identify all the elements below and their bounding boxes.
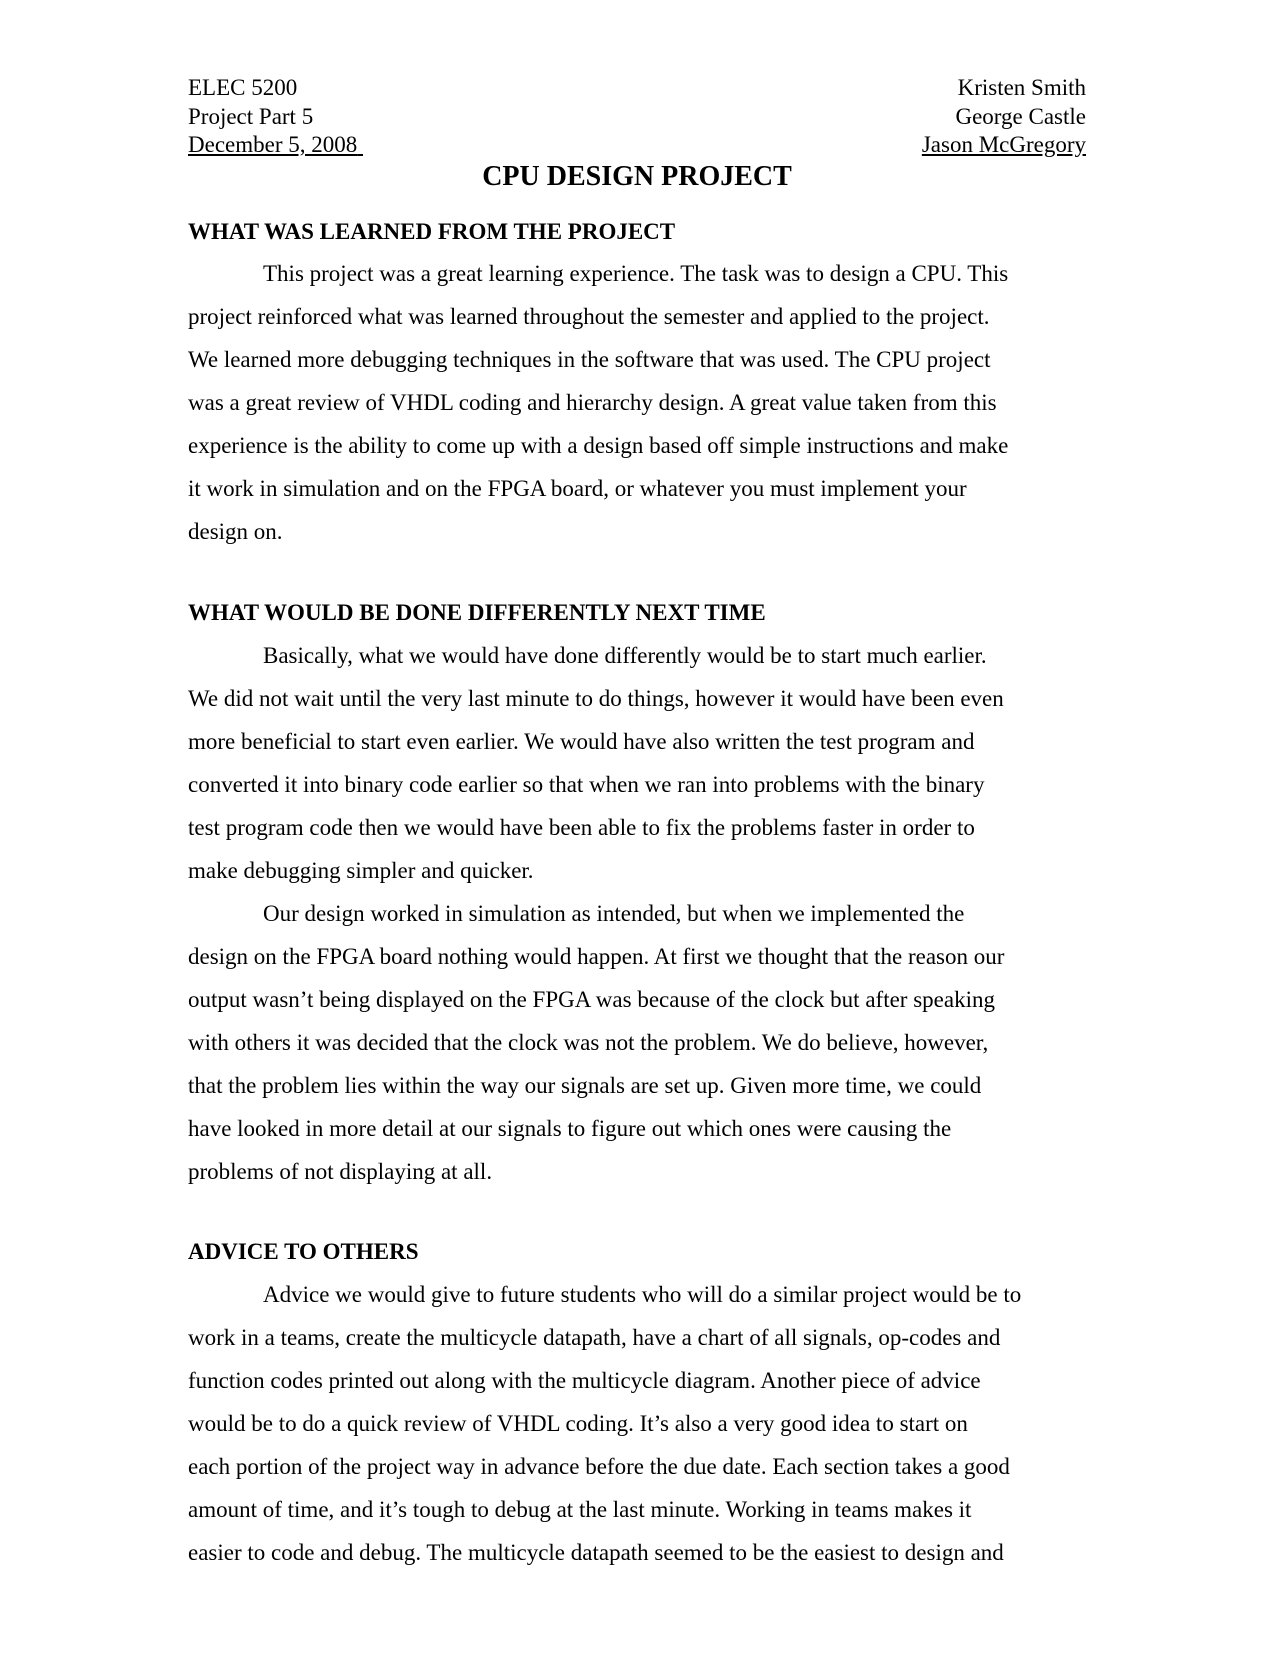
author-1: Kristen Smith [957, 75, 1086, 100]
paragraph-line: This project was a great learning experience. The task was to design a CPU. This [263, 261, 1009, 286]
paragraph-line: each portion of the project way in advance before the due date. Each section takes a good [188, 1454, 1010, 1479]
paragraph-line: experience is the ability to come up with a design based off simple instructions and make [188, 433, 1009, 458]
document-title: CPU DESIGN PROJECT [482, 161, 792, 192]
paragraph-line: We learned more debugging techniques in the software that was used. The CPU project [188, 347, 991, 372]
paragraph-line: amount of time, and it’s tough to debug at the last minute. Working in teams makes it [188, 1497, 972, 1522]
section-heading-differently: WHAT WOULD BE DONE DIFFERENTLY NEXT TIME [188, 600, 766, 625]
header-row-2 [188, 103, 1086, 132]
document-page [188, 0, 1086, 1656]
section-heading-advice: ADVICE TO OTHERS [188, 1239, 419, 1264]
paragraph-line: work in a teams, create the multicycle datapath, have a chart of all signals, op-codes and [188, 1325, 1001, 1350]
paragraph-line: Our design worked in simulation as intended, but when we implemented the [263, 901, 965, 926]
paragraph-line: have looked in more detail at our signals to figure out which ones were causing the [188, 1116, 952, 1141]
paragraph-line: problems of not displaying at all. [188, 1159, 493, 1184]
paragraph-line: would be to do a quick review of VHDL coding. It’s also a very good idea to start on [188, 1411, 968, 1436]
paragraph-advice [188, 1273, 1086, 1574]
paragraph-line: easier to code and debug. The multicycle datapath seemed to be the easiest to design and [188, 1540, 1004, 1565]
paragraph-line: function codes printed out along with the multicycle diagram. Another piece of advice [188, 1368, 981, 1393]
author-2: George Castle [955, 103, 1086, 129]
paragraph-line: was a great review of VHDL coding and hierarchy design. A great value taken from this [188, 390, 997, 415]
header-underline-spacer [357, 131, 922, 160]
paragraph-line: make debugging simpler and quicker. [188, 858, 534, 883]
document-date: December 5, 2008 [188, 132, 358, 157]
document-header [188, 74, 1086, 160]
paragraph-line: We did not wait until the very last minute to do things, however it would have been even [188, 686, 1004, 711]
paragraph-line: output wasn’t being displayed on the FPGA was because of the clock but after speaking [188, 987, 995, 1012]
paragraph-learned [188, 252, 1086, 553]
paragraph-line: it work in simulation and on the FPGA board, or whatever you must implement your [188, 476, 967, 501]
paragraph-line: project reinforced what was learned throughout the semester and applied to the project. [188, 304, 990, 329]
paragraph-differently-2 [188, 892, 1086, 1193]
paragraph-line: design on. [188, 519, 283, 544]
paragraph-line: test program code then we would have been able to fix the problems faster in order to [188, 815, 975, 840]
paragraph-line: converted it into binary code earlier so that when we ran into problems with the binary [188, 772, 985, 797]
header-row-3 [188, 131, 1086, 160]
paragraph-line: with others it was decided that the clock was not the problem. We do believe, however, [188, 1030, 989, 1055]
paragraph-line: design on the FPGA board nothing would happen. At first we thought that the reason our [188, 944, 1005, 969]
paragraph-line: that the problem lies within the way our signals are set up. Given more time, we could [188, 1073, 982, 1098]
project-part: Project Part 5 [188, 103, 314, 129]
paragraph-line: Basically, what we would have done differently would be to start much earlier. [263, 643, 987, 668]
header-row-1 [188, 74, 1086, 103]
paragraph-differently-1 [188, 634, 1086, 892]
paragraph-line: Advice we would give to future students who will do a similar project would be to [263, 1282, 1022, 1307]
course-number: ELEC 5200 [188, 75, 298, 100]
section-heading-learned: WHAT WAS LEARNED FROM THE PROJECT [188, 219, 676, 244]
author-3: Jason McGregory [921, 132, 1086, 157]
paragraph-line: more beneficial to start even earlier. We would have also written the test program and [188, 729, 975, 754]
